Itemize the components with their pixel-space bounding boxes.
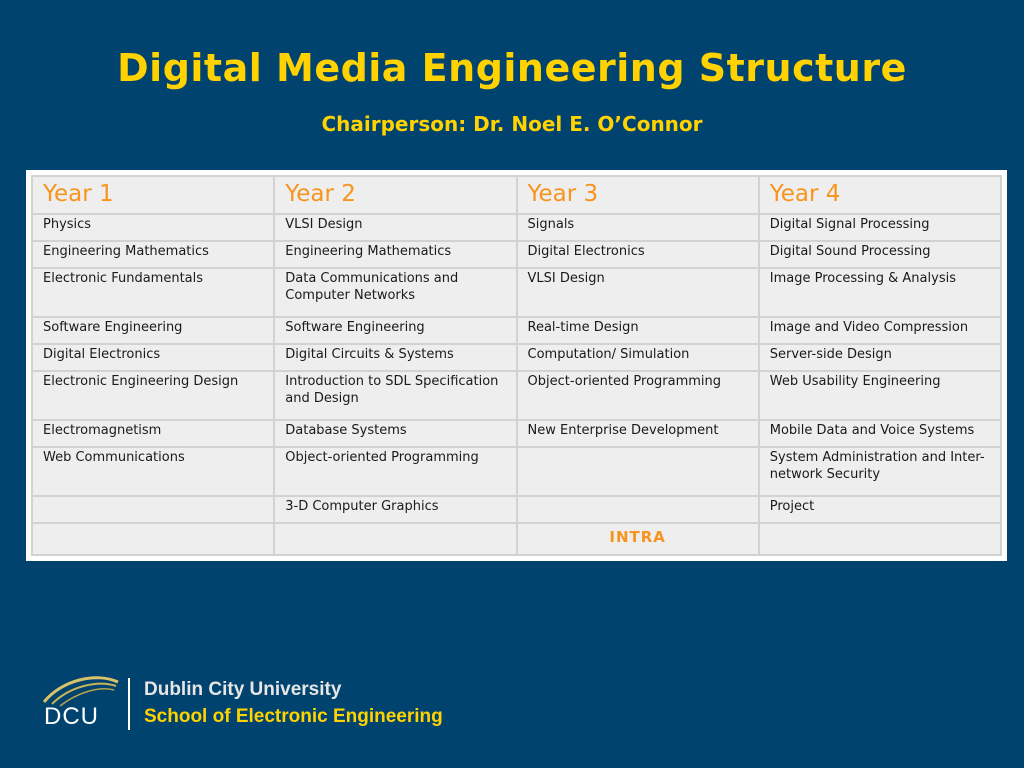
- table-cell: Digital Electronics: [32, 344, 274, 371]
- table-cell: Signals: [517, 214, 759, 241]
- table-cell: New Enterprise Development: [517, 420, 759, 447]
- table-cell: Engineering Mathematics: [32, 241, 274, 268]
- table-cell: Image and Video Compression: [759, 317, 1001, 344]
- table-cell: VLSI Design: [517, 268, 759, 317]
- table-cell: Electronic Fundamentals: [32, 268, 274, 317]
- table-cell: [517, 496, 759, 523]
- footer-divider: [128, 678, 130, 730]
- page-subtitle: Chairperson: Dr. Noel E. O’Connor: [321, 112, 703, 136]
- intra-cell: INTRA: [517, 523, 759, 555]
- table-cell: [32, 523, 274, 555]
- course-table-container: [26, 170, 1007, 561]
- table-row: [32, 317, 1001, 344]
- table-cell: Software Engineering: [32, 317, 274, 344]
- table-cell: [517, 447, 759, 496]
- table-cell: Image Processing & Analysis: [759, 268, 1001, 317]
- page-title: Digital Media Engineering Structure: [117, 46, 907, 90]
- table-row: [32, 447, 1001, 496]
- table-cell: Electromagnetism: [32, 420, 274, 447]
- table-cell: [759, 523, 1001, 555]
- table-cell: Software Engineering: [274, 317, 516, 344]
- table-row: [32, 344, 1001, 371]
- school-name: School of Electronic Engineering: [144, 706, 443, 727]
- table-cell: Server-side Design: [759, 344, 1001, 371]
- course-table: [31, 175, 1002, 556]
- table-cell: Engineering Mathematics: [274, 241, 516, 268]
- header-year-3: Year 3: [517, 176, 759, 214]
- table-cell: Project: [759, 496, 1001, 523]
- table-cell: [274, 523, 516, 555]
- table-row: [32, 523, 1001, 555]
- table-cell: Object-oriented Programming: [274, 447, 516, 496]
- table-header-row: [32, 176, 1001, 214]
- header-year-4: Year 4: [759, 176, 1001, 214]
- table-cell: Data Communications and Computer Networks: [274, 268, 516, 317]
- header-year-2: Year 2: [274, 176, 516, 214]
- table-cell: 3-D Computer Graphics: [274, 496, 516, 523]
- table-row: [32, 268, 1001, 317]
- table-cell: VLSI Design: [274, 214, 516, 241]
- table-cell: Electronic Engineering Design: [32, 371, 274, 420]
- table-cell: Physics: [32, 214, 274, 241]
- table-cell: Digital Circuits & Systems: [274, 344, 516, 371]
- table-cell: Digital Electronics: [517, 241, 759, 268]
- table-cell: System Administration and Inter-network Security: [759, 447, 1001, 496]
- table-row: [32, 496, 1001, 523]
- table-cell: Digital Signal Processing: [759, 214, 1001, 241]
- table-cell: Web Communications: [32, 447, 274, 496]
- header-year-1: Year 1: [32, 176, 274, 214]
- table-cell: Digital Sound Processing: [759, 241, 1001, 268]
- table-cell: Object-oriented Programming: [517, 371, 759, 420]
- table-row: [32, 371, 1001, 420]
- table-row: [32, 420, 1001, 447]
- table-cell: Mobile Data and Voice Systems: [759, 420, 1001, 447]
- table-cell: Introduction to SDL Specification and Design: [274, 371, 516, 420]
- table-cell: Web Usability Engineering: [759, 371, 1001, 420]
- table-cell: Real-time Design: [517, 317, 759, 344]
- table-cell: Computation/ Simulation: [517, 344, 759, 371]
- dcu-logo-text: DCU: [44, 703, 99, 730]
- table-row: [32, 214, 1001, 241]
- table-cell: [32, 496, 274, 523]
- university-name: Dublin City University: [144, 679, 342, 700]
- table-row: [32, 241, 1001, 268]
- table-cell: Database Systems: [274, 420, 516, 447]
